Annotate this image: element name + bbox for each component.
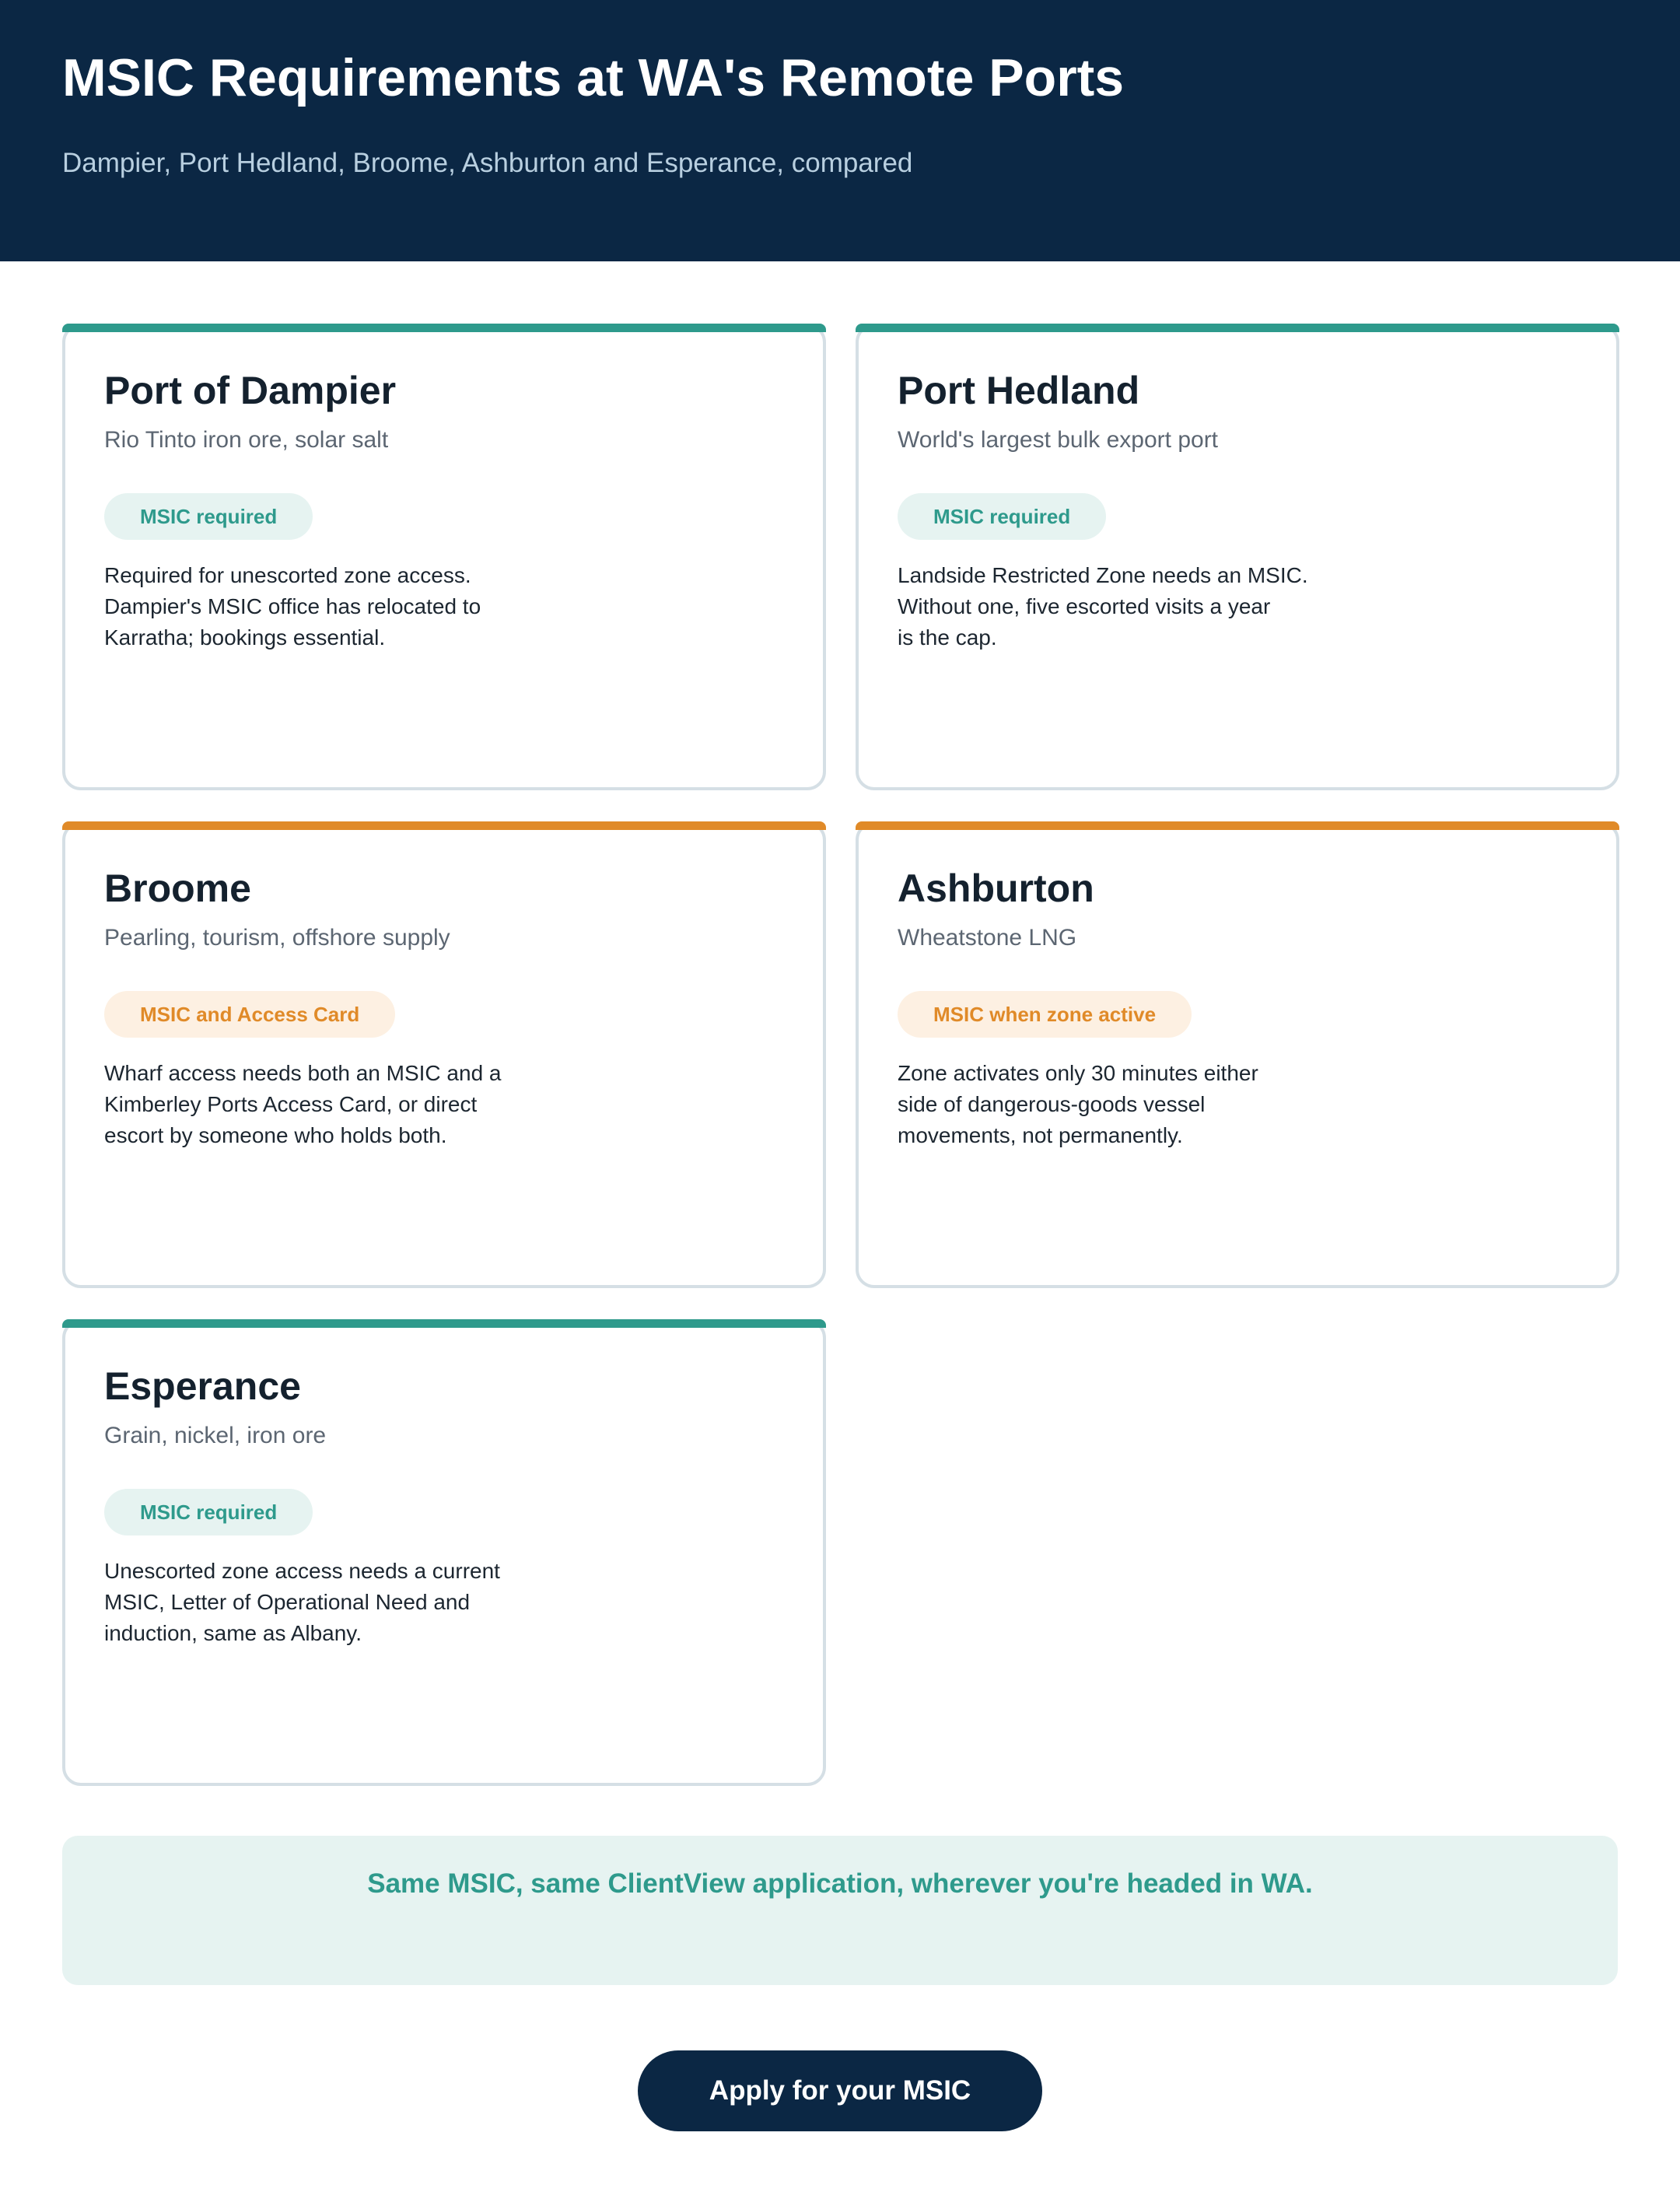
port-card-broome <box>62 821 826 1288</box>
description-line: escort by someone who holds both. <box>104 1123 447 1147</box>
description-line: Required for unescorted zone access. <box>104 563 471 587</box>
description-line: MSIC, Letter of Operational Need and <box>104 1590 471 1614</box>
description-line: Dampier's MSIC office has relocated to <box>104 594 481 618</box>
port-card-ashburton <box>856 821 1619 1288</box>
port-subtitle: Pearling, tourism, offshore supply <box>104 925 450 951</box>
status-badge: MSIC required <box>898 493 1106 540</box>
card-accent-bar <box>856 821 1619 830</box>
status-badge: MSIC when zone active <box>898 991 1192 1038</box>
port-description <box>104 1556 540 1649</box>
description-line: Wharf access needs both an MSIC and a <box>104 1061 502 1085</box>
description-line: Zone activates only 30 minutes either <box>898 1061 1258 1085</box>
description-line: side of dangerous-goods vessel <box>898 1092 1206 1116</box>
port-card-port-hedland <box>856 324 1619 790</box>
card-accent-bar <box>62 1319 826 1328</box>
port-name: Port of Dampier <box>104 369 397 412</box>
port-subtitle: Wheatstone LNG <box>898 925 1077 951</box>
port-card-esperance <box>62 1319 826 1786</box>
card-accent-bar <box>62 821 826 830</box>
description-line: movements, not permanently. <box>898 1123 1183 1147</box>
page-title: MSIC Requirements at WA's Remote Ports <box>62 48 1125 107</box>
description-line: Landside Restricted Zone needs an MSIC. <box>898 563 1308 587</box>
status-badge: MSIC required <box>104 493 313 540</box>
description-line: Karratha; bookings essential. <box>104 625 386 650</box>
card-accent-bar <box>62 324 826 332</box>
status-badge: MSIC and Access Card <box>104 991 395 1038</box>
page-header <box>0 0 1680 261</box>
port-subtitle: World's largest bulk export port <box>898 427 1219 453</box>
description-line: induction, same as Albany. <box>104 1621 362 1645</box>
apply-msic-button[interactable]: Apply for your MSIC <box>638 2050 1042 2131</box>
card-accent-bar <box>856 324 1619 332</box>
port-name: Port Hedland <box>898 369 1140 412</box>
port-subtitle: Rio Tinto iron ore, solar salt <box>104 427 389 453</box>
status-badge: MSIC required <box>104 1489 313 1535</box>
port-description <box>104 1058 540 1151</box>
description-line: Kimberley Ports Access Card, or direct <box>104 1092 478 1116</box>
page-subtitle: Dampier, Port Hedland, Broome, Ashburton and Esperance, compared <box>62 148 913 178</box>
port-name: Broome <box>104 867 251 910</box>
banner-text: Same MSIC, same ClientView application, wherever you're headed in WA. <box>367 1868 1313 1899</box>
port-name: Esperance <box>104 1364 301 1408</box>
port-name: Ashburton <box>898 867 1094 910</box>
port-description <box>104 560 540 653</box>
description-line: Without one, five escorted visits a year <box>898 594 1271 618</box>
info-banner <box>62 1836 1618 1985</box>
port-description <box>898 1058 1333 1151</box>
description-line: Unescorted zone access needs a current <box>104 1559 500 1583</box>
port-card-dampier <box>62 324 826 790</box>
port-subtitle: Grain, nickel, iron ore <box>104 1423 327 1448</box>
port-description <box>898 560 1333 653</box>
description-line: is the cap. <box>898 625 997 650</box>
